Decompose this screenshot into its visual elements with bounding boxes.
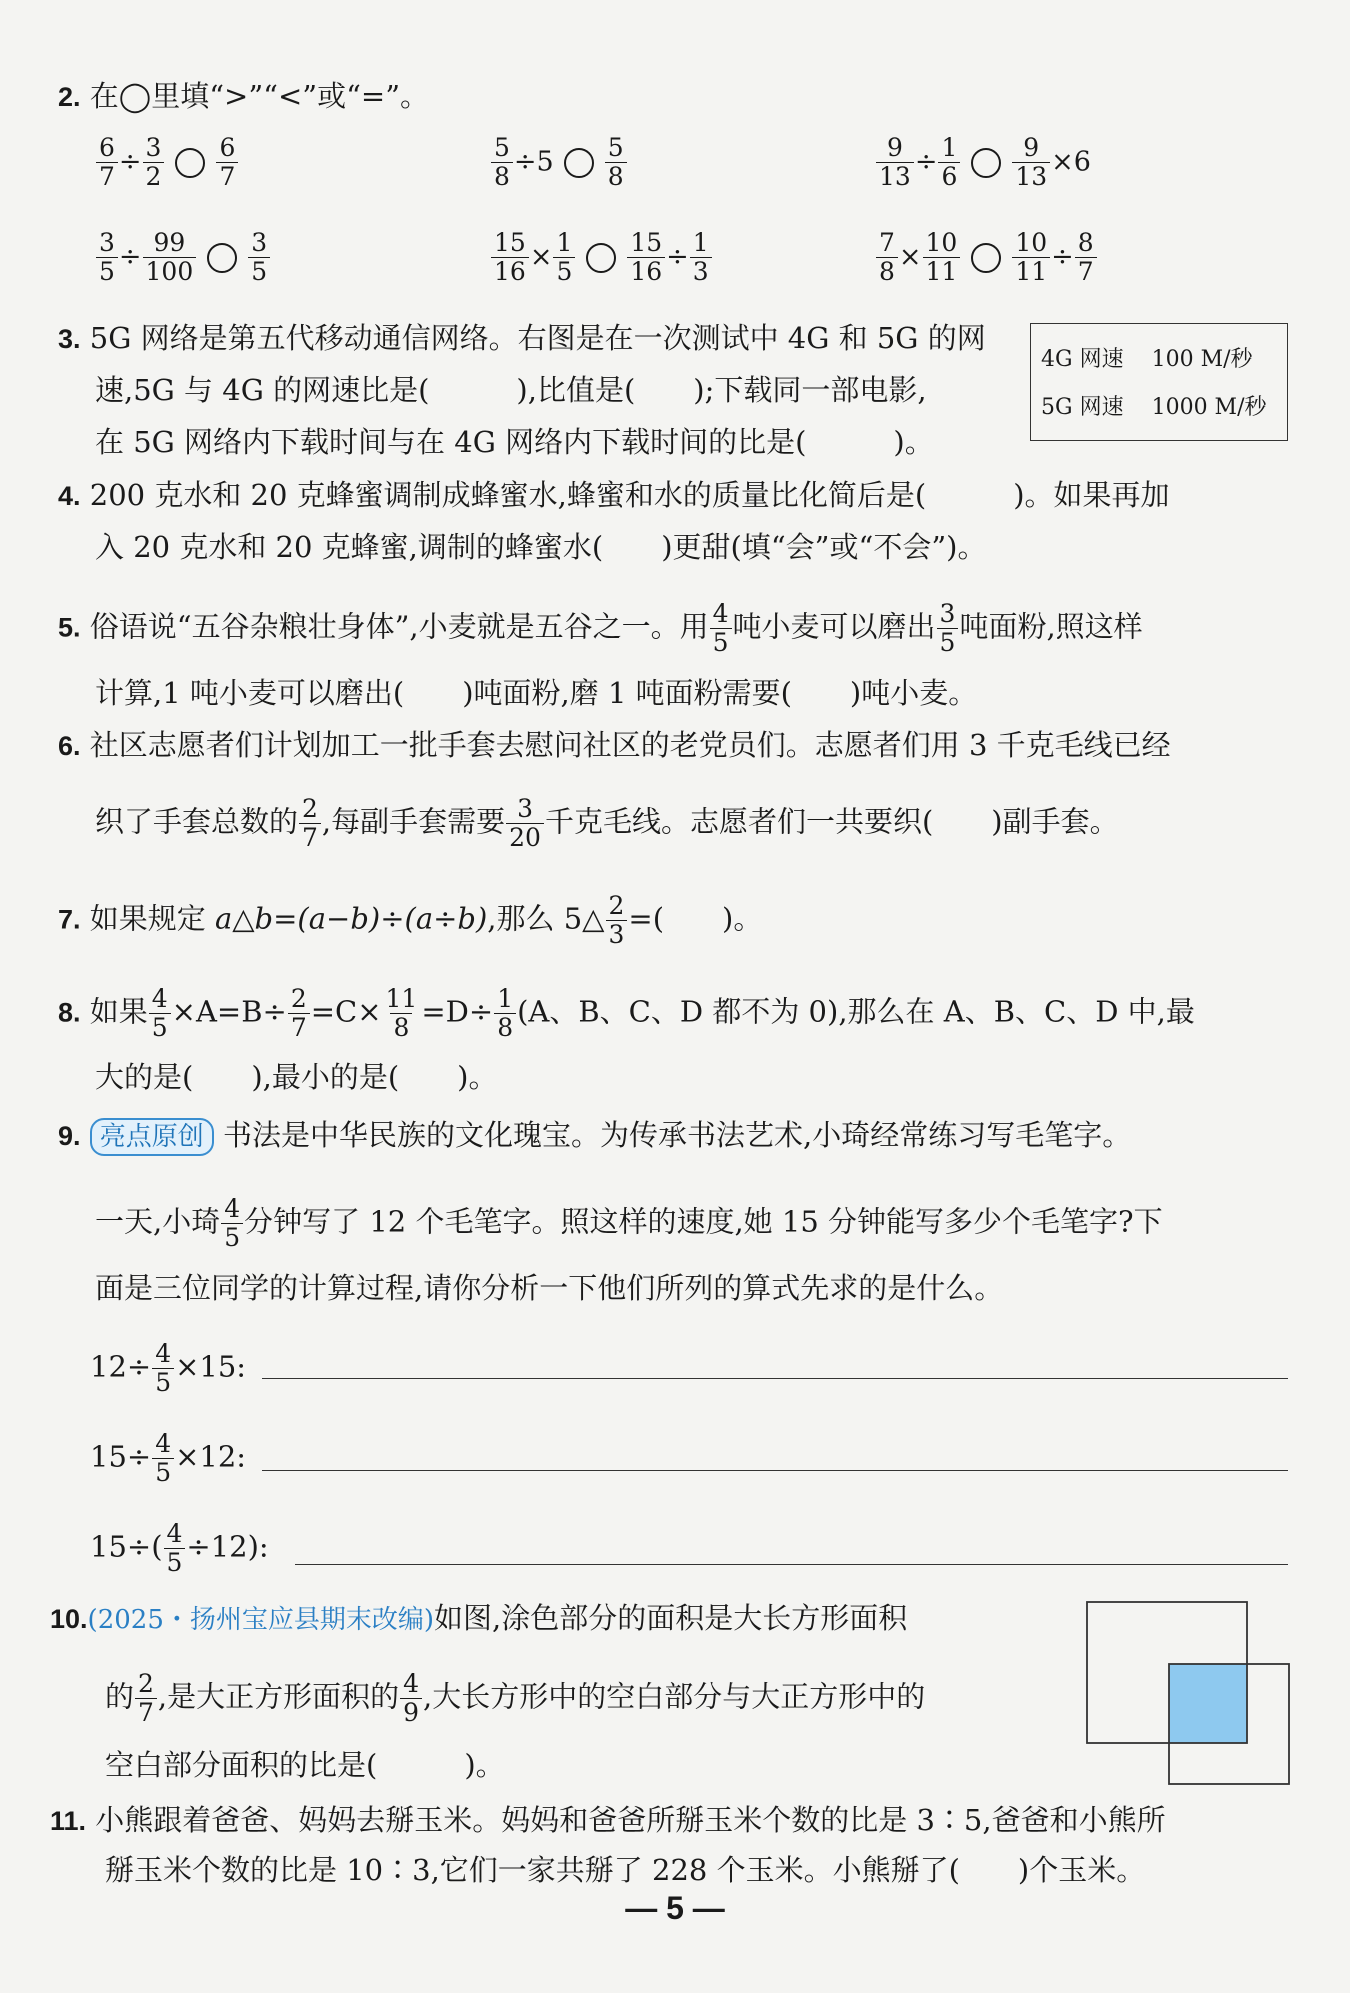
q2-item-2-1: $\frac{3}{5}$ ÷ $\frac{99}{100}$ $\frac{3}{5}$ <box>95 229 271 286</box>
q6-line-1: 6. 社区志愿者们计划加工一批手套去慰问社区的老党员们。志愿者们用 3 千克毛线已经 <box>58 728 1171 762</box>
q10-line-2: 的 $\frac{2}{7}$ ,是大正方形面积的 $\frac{4}{9}$ ,大长方形中的空白部分与大正方形中的 <box>105 1669 926 1727</box>
answer-circle[interactable] <box>564 148 594 178</box>
q5-line-2: 计算,1 吨小麦可以磨出( )吨面粉,磨 1 吨面粉需要( )吨小麦。 <box>95 676 978 710</box>
shaded-overlap <box>1169 1664 1247 1743</box>
q9-line-1: 9. 亮点原创 书法是中华民族的文化瑰宝。为传承书法艺术,小琦经常练习写毛笔字。 <box>58 1115 1131 1156</box>
answer-circle[interactable] <box>175 148 205 178</box>
q6-line-2: 织了手套总数的 $\frac{2}{7}$ ,每副手套需要 $\frac{3}{20}$ 千克毛线。志愿者们一共要织( )副手套。 <box>95 794 1119 852</box>
answer-line-2[interactable] <box>262 1470 1288 1471</box>
q2-text: 在◯里填“>”“<”或“=”。 <box>89 79 430 113</box>
q10-source: (2025・扬州宝应县期末改编) <box>87 1605 435 1635</box>
answer-circle[interactable] <box>586 243 616 273</box>
q7-formula: a△b=(a−b)÷(a÷b) <box>214 901 488 936</box>
q10-number: 10. <box>50 1604 88 1634</box>
q9-expression-1: 12÷ $\frac{4}{5}$ ×15: <box>90 1339 247 1397</box>
answer-circle[interactable] <box>971 148 1001 178</box>
page-number: — 5 — <box>625 1890 725 1926</box>
q10-line-1: 10.(2025・扬州宝应县期末改编)如图,涂色部分的面积是大长方形面积 <box>50 1601 908 1635</box>
q11-line-1: 11. 小熊跟着爸爸、妈妈去掰玉米。妈妈和爸爸所掰玉米个数的比是 3∶5,爸爸和小熊所 <box>50 1803 1166 1837</box>
q9-number: 9. <box>58 1121 81 1151</box>
original-highlight-tag: 亮点原创 <box>90 1118 214 1156</box>
speed-row-4g: 4G 网速 100 M/秒 <box>1041 347 1253 372</box>
q7-number: 7. <box>58 904 81 935</box>
q3-line-2: 速,5G 与 4G 的网速比是( ),比值是( );下载同一部电影, <box>95 373 927 407</box>
q2-heading <box>58 76 429 117</box>
q2-item-1-1: $\frac{6}{7}$ ÷ $\frac{3}{2}$ $\frac{6}{7}$ <box>95 134 239 191</box>
q3-line-3: 在 5G 网络内下载时间与在 4G 网络内下载时间的比是( )。 <box>95 425 934 459</box>
q8-number: 8. <box>58 997 81 1028</box>
q11-number: 11. <box>50 1806 87 1836</box>
q9-line-2: 一天,小琦 $\frac{4}{5}$ 分钟写了 12 个毛笔字。照这样的速度,她 15 分钟能写多少个毛笔字?下 <box>95 1194 1163 1252</box>
answer-circle[interactable] <box>971 243 1001 273</box>
q8-line-2: 大的是( ),最小的是( )。 <box>95 1060 498 1094</box>
q2-item-2-2: $\frac{15}{16}$ × $\frac{1}{5}$ $\frac{15}{16}$ ÷ $\frac{1}{3}$ <box>490 229 713 286</box>
rectangle-square-figure <box>1085 1600 1295 1790</box>
q4-number: 4. <box>58 481 81 511</box>
q10-line-3: 空白部分面积的比是( )。 <box>105 1748 505 1782</box>
q3-line-1: 3. 5G 网络是第五代移动通信网络。右图是在一次测试中 4G 和 5G 的网 <box>58 321 986 355</box>
answer-line-1[interactable] <box>262 1378 1288 1379</box>
q4-line-1: 4. 200 克水和 20 克蜂蜜调制成蜂蜜水,蜂蜜和水的质量比化简后是( )。如果再加 <box>58 478 1170 512</box>
answer-line-3[interactable] <box>295 1564 1288 1565</box>
q4-line-2: 入 20 克水和 20 克蜂蜜,调制的蜂蜜水( )更甜(填“会”或“不会”)。 <box>95 530 987 564</box>
q2-item-1-2: $\frac{5}{8}$ ÷5 $\frac{5}{8}$ <box>490 134 628 191</box>
answer-circle[interactable] <box>207 243 237 273</box>
q2-number: 2. <box>58 82 81 112</box>
q5-number: 5. <box>58 612 81 643</box>
q9-expression-2: 15÷ $\frac{4}{5}$ ×12: <box>90 1429 247 1487</box>
q2-item-1-3: $\frac{9}{13}$ ÷ $\frac{1}{6}$ $\frac{9}{13}$ ×6 <box>875 134 1091 191</box>
q8-line-1: 8. 如果 $\frac{4}{5}$ ×A=B÷ $\frac{2}{7}$ =C× $\frac{11}{8}$ =D÷ $\frac{1}{8}$ (A、B、C、D 都不为 0),那么在 A、B、C、D 中,最 <box>58 984 1195 1042</box>
q7-line: 7. 如果规定 a△b=(a−b)÷(a÷b),那么 5△ $\frac{2}{3}$ =( )。 <box>58 891 763 949</box>
q9-line-3: 面是三位同学的计算过程,请你分析一下他们所列的算式先求的是什么。 <box>95 1271 1004 1305</box>
speed-row-5g: 5G 网速 1000 M/秒 <box>1041 395 1267 420</box>
q6-number: 6. <box>58 731 81 761</box>
q3-number: 3. <box>58 324 81 354</box>
network-speed-box <box>1030 323 1288 441</box>
q5-line-1: 5. 俗语说“五谷杂粮壮身体”,小麦就是五谷之一。用 $\frac{4}{5}$ 吨小麦可以磨出 $\frac{3}{5}$ 吨面粉,照这样 <box>58 599 1143 657</box>
q9-expression-3: 15÷( $\frac{4}{5}$ ÷12): <box>90 1519 269 1577</box>
q11-line-2: 掰玉米个数的比是 10∶3,它们一家共掰了 228 个玉米。小熊掰了( )个玉米。 <box>105 1853 1146 1887</box>
q2-item-2-3: $\frac{7}{8}$ × $\frac{10}{11}$ $\frac{10}{11}$ ÷ $\frac{8}{7}$ <box>875 229 1098 286</box>
